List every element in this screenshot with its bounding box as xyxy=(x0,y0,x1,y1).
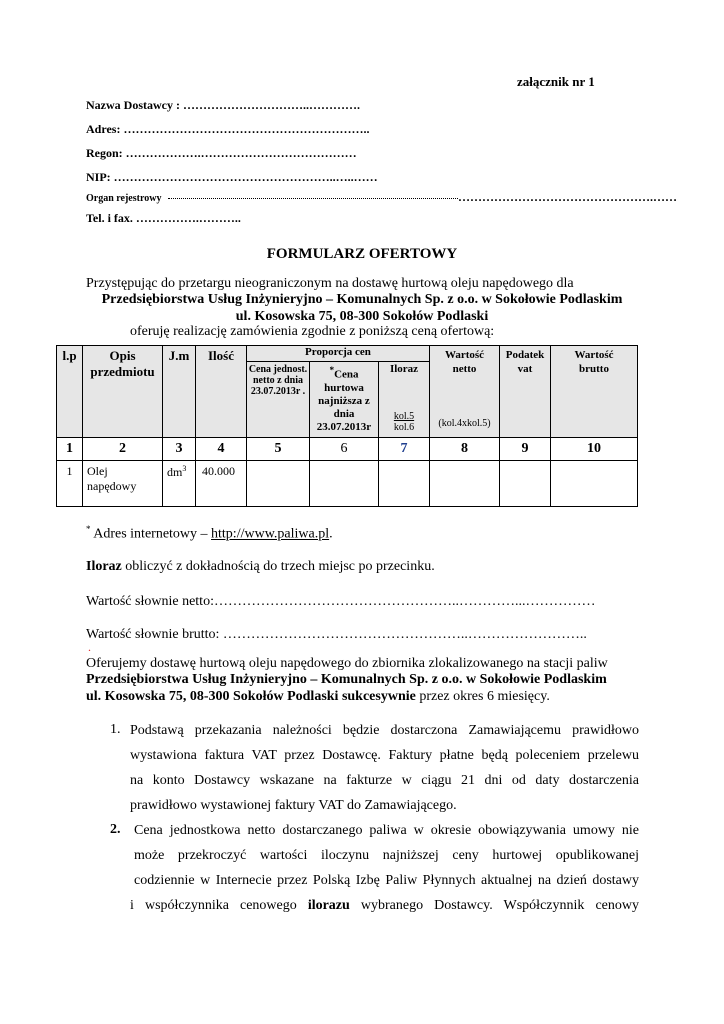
address-field[interactable]: Adres: …………………………………………………….. xyxy=(86,122,370,136)
iloraz-note-bold: Iloraz xyxy=(86,559,122,574)
registry-label: Organ rejestrowy xyxy=(86,193,162,204)
row-jm xyxy=(163,461,196,507)
words-netto-field[interactable]: Wartość słownie netto:……………………………………………..…………...…………… xyxy=(86,594,596,609)
registry-dots: ………………………………………….…… xyxy=(457,190,677,204)
point-1-text xyxy=(130,718,639,818)
point-number: 1. xyxy=(110,722,121,737)
col-number: 10 xyxy=(551,438,638,461)
page-title: FORMULARZ OFERTOWY xyxy=(266,246,458,262)
footnote-star: * xyxy=(86,524,91,534)
point-line: Cena jednostkowa netto dostarczanego paliwa w okresie obowiązywania umowy nie xyxy=(134,823,639,838)
delivery-line: Oferujemy dostawę hurtową oleju napędowego do zbiornika zlokalizowanego na stacji paliw xyxy=(86,656,608,671)
col-number: 9 xyxy=(500,438,551,461)
tel-fax-field[interactable]: Tel. i fax. …………….……….. xyxy=(86,211,241,225)
iloraz-note xyxy=(86,559,435,575)
delivery-street-rest: przez okres 6 miesięcy. xyxy=(415,689,550,704)
regon-field[interactable]: Regon: ……………….………………………………… xyxy=(86,146,357,160)
registry-field[interactable] xyxy=(86,190,677,205)
col-opis-header: Opis przedmiotu xyxy=(83,346,163,438)
col-podatek-header xyxy=(500,346,551,438)
delivery-company: Przedsiębiorstwa Usług Inżynieryjno – Komunalnych Sp. z o.o. w Sokołowie Podlaskim xyxy=(86,672,607,687)
row-cena-netto-cell[interactable] xyxy=(247,461,310,507)
row-wartosc-netto-cell[interactable] xyxy=(430,461,500,507)
iloraz-formula xyxy=(379,411,429,433)
attachment-label: załącznik nr 1 xyxy=(517,74,595,89)
cena1-label: Cena jednost. netto z dnia 23.07.2013r . xyxy=(248,364,308,397)
col-proporcja-header: Proporcja cen xyxy=(247,346,430,362)
row-podatek-cell[interactable] xyxy=(500,461,551,507)
point-2-text xyxy=(130,818,639,918)
row-jm-sup: 3 xyxy=(182,464,187,473)
col-number: 5 xyxy=(247,438,310,461)
point-line: wystawiona faktura VAT przez Dostawcę. Faktury płatne będą poleceniem przelewu xyxy=(130,748,639,763)
footnote-end: . xyxy=(329,526,333,542)
point-line-pre: i współczynnika cenowego xyxy=(130,898,308,913)
row-wartosc-brutto-cell[interactable] xyxy=(551,461,638,507)
point-line: może przekroczyć wartości iloczynu najniższej ceny hurtowej opublikowanej xyxy=(134,848,639,863)
col-jm-header: J.m xyxy=(163,346,196,438)
col-number: 8 xyxy=(430,438,500,461)
col-number: 1 xyxy=(57,438,83,461)
iloraz-label: Iloraz xyxy=(389,363,419,375)
col-number: 6 xyxy=(310,438,379,461)
row-cena-hurtowa-cell[interactable] xyxy=(310,461,379,507)
red-mark: . xyxy=(88,640,91,654)
delivery-street xyxy=(86,689,550,705)
point-line-post: wybranego Dostawcy. Współczynnik cenowy xyxy=(349,898,639,913)
col-cena2-header xyxy=(310,362,379,438)
registry-dotted-line xyxy=(168,198,458,199)
row-lp: 1 xyxy=(57,461,83,507)
footnote-text: Adres internetowy – xyxy=(90,526,212,542)
netto-formula: (kol.4xkol.5) xyxy=(438,418,491,429)
col-number: 2 xyxy=(83,438,163,461)
iloraz-formula-den: kol.6 xyxy=(393,422,415,433)
row-iloraz-cell[interactable] xyxy=(379,461,430,507)
col-ilosc-header: Ilość xyxy=(196,346,247,438)
row-ilosc: 40.000 xyxy=(196,461,247,507)
point-line: prawidłowo wystawionej faktury VAT do Zamawiającego. xyxy=(130,798,457,813)
iloraz-note-rest: obliczyć z dokładnością do trzech miejsc po przecinku. xyxy=(121,559,435,574)
point-line: codziennie w Internecie przez Polską Izbę Paliw Płynnych aktualnej na dzień dostawy xyxy=(134,873,639,888)
col-cena1-header xyxy=(247,362,310,438)
point-line: Podstawą przekazania należności będzie dostarczona Zamawiającemu prawidłowo xyxy=(130,723,639,738)
iloraz-formula-num: kol.5 xyxy=(393,411,415,422)
delivery-street-bold: ul. Kosowska 75, 08-300 Sokołów Podlaski sukcesywnie xyxy=(86,689,416,704)
table-header-row xyxy=(57,346,638,362)
col-iloraz-header xyxy=(379,362,430,438)
intro-company: Przedsiębiorstwa Usług Inżynieryjno – Komunalnych Sp. z o.o. w Sokołowie Podlaskim xyxy=(101,292,623,307)
col-lp-header: l.p xyxy=(57,346,83,438)
intro-line: Przystępując do przetargu nieograniczonym na dostawę hurtową oleju napędowego dla xyxy=(86,276,574,291)
point-line-bold: ilorazu xyxy=(307,898,350,913)
wartosc-netto-label: Wartość netto xyxy=(444,349,485,375)
col-wartosc-netto-header xyxy=(430,346,500,438)
point-line: na konto Dostawcy wskazane na fakturze w ciągu 21 dni od daty dostarczenia xyxy=(130,773,639,788)
supplier-name-field[interactable]: Nazwa Dostawcy : …………………………..…………. xyxy=(86,98,360,112)
point-number: 2. xyxy=(110,822,121,837)
cena2-star: * xyxy=(329,365,335,375)
intro-street: ul. Kosowska 75, 08-300 Sokołów Podlaski xyxy=(235,309,489,324)
cena2-label: Cena hurtowa najniższa z dnia 23.07.2013r xyxy=(316,368,372,433)
offer-table xyxy=(56,345,638,507)
col-number: 7 xyxy=(379,438,430,461)
row-opis xyxy=(83,461,163,507)
row-opis-text: Olej napędowy xyxy=(87,464,137,493)
table-row xyxy=(57,461,638,507)
footnote xyxy=(86,524,333,543)
col-number: 4 xyxy=(196,438,247,461)
words-brutto-field[interactable]: Wartość słownie brutto: ……………………………………………..…………………….. xyxy=(86,627,587,642)
wartosc-brutto-label: Wartość brutto xyxy=(574,349,614,375)
paliwa-link[interactable]: http://www.paliwa.pl xyxy=(211,526,330,542)
row-jm-unit: dm xyxy=(167,465,183,479)
col-number: 3 xyxy=(163,438,196,461)
col-wartosc-brutto-header xyxy=(551,346,638,438)
nip-field[interactable]: NIP: ………………………………………………..…..…… xyxy=(86,170,378,184)
point-line xyxy=(130,893,639,918)
column-numbers-row xyxy=(57,438,638,461)
podatek-label: Podatek vat xyxy=(505,349,545,375)
intro-offer-line: oferuję realizację zamówienia zgodnie z poniższą ceną ofertową: xyxy=(130,324,495,339)
